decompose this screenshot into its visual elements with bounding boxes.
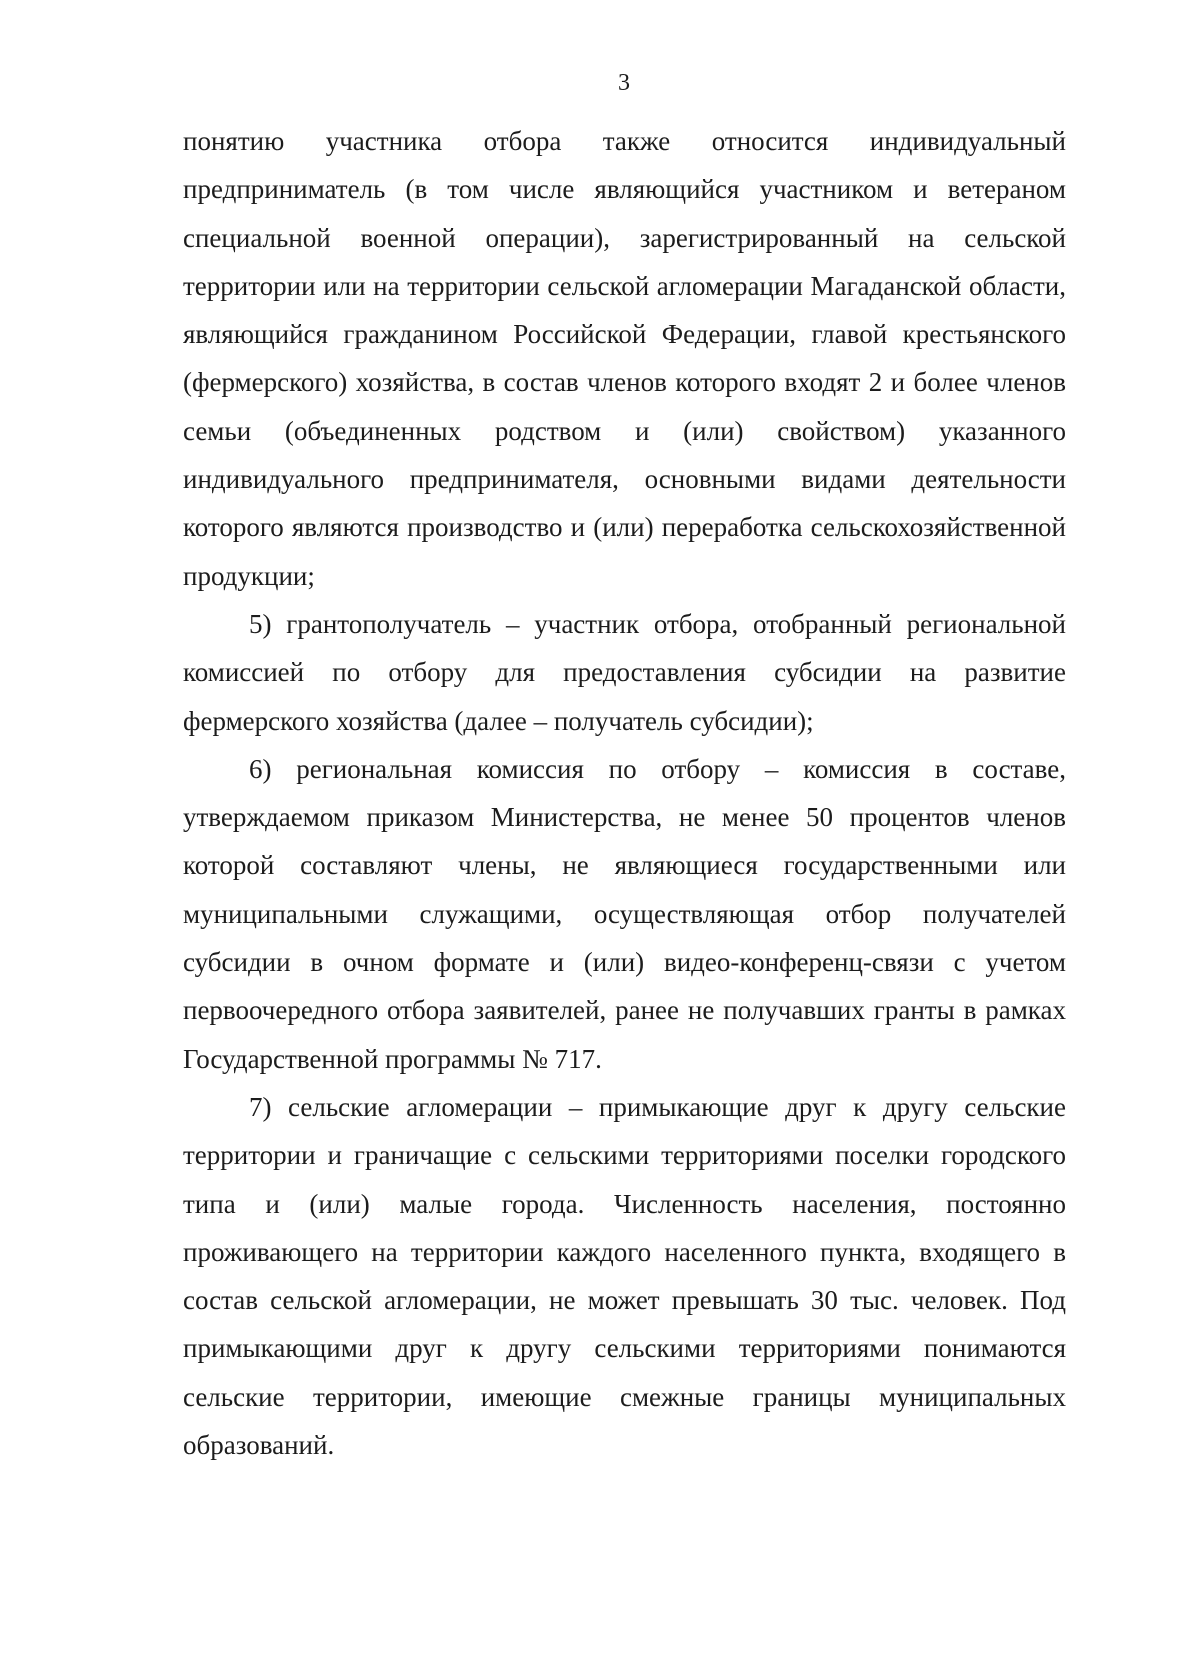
document-body — [183, 117, 1066, 1469]
paragraph-item-5-grant-recipient: 5) грантополучатель – участник отбора, отобранный региональной комиссией по отбору для предоставления субсидии на развитие фермерского хозяйства (далее – получатель субсидии); — [183, 608, 1066, 736]
page-number: 3 — [618, 70, 630, 96]
paragraph-item-7-rural-agglomerations: 7) сельские агломерации – примыкающие друг к другу сельские территории и граничащие с сельскими территориями поселки городского типа и (или) малые города. Численность населения, постоянно проживающего на территории каждого населенного пункта, входящего в состав сельской агломерации, не может превышать 30 тыс. человек. Под примыкающими друг к другу сельскими территориями понимаются сельские территории, имеющие смежные границы муниципальных образований. — [183, 1091, 1066, 1461]
paragraph-participant-definition: понятию участника отбора также относится индивидуальный предприниматель (в том числе являющийся участником и ветераном специальной военной операции), зарегистрированный на сельской территории или на территории сельской агломерации Магаданской области, являющийся гражданином Российской Федерации, главой крестьянского (фермерского) хозяйства, в состав членов которого входят 2 и более членов семьи (объединенных родством и (или) свойством) указанного индивидуального предпринимателя, основными видами деятельности которого являются производство и (или) переработка сельскохозяйственной продукции; — [183, 126, 1066, 591]
paragraph-item-6-regional-commission: 6) региональная комиссия по отбору – комиссия в составе, утверждаемом приказом Министерства, не менее 50 процентов членов которой составляют члены, не являющиеся государственными или муниципальными служащими, осуществляющая отбор получателей субсидии в очном формате и (или) видео-конференц-связи с учетом первоочередного отбора заявителей, ранее не получавших гранты в рамках Государственной программы № 717. — [183, 753, 1066, 1074]
